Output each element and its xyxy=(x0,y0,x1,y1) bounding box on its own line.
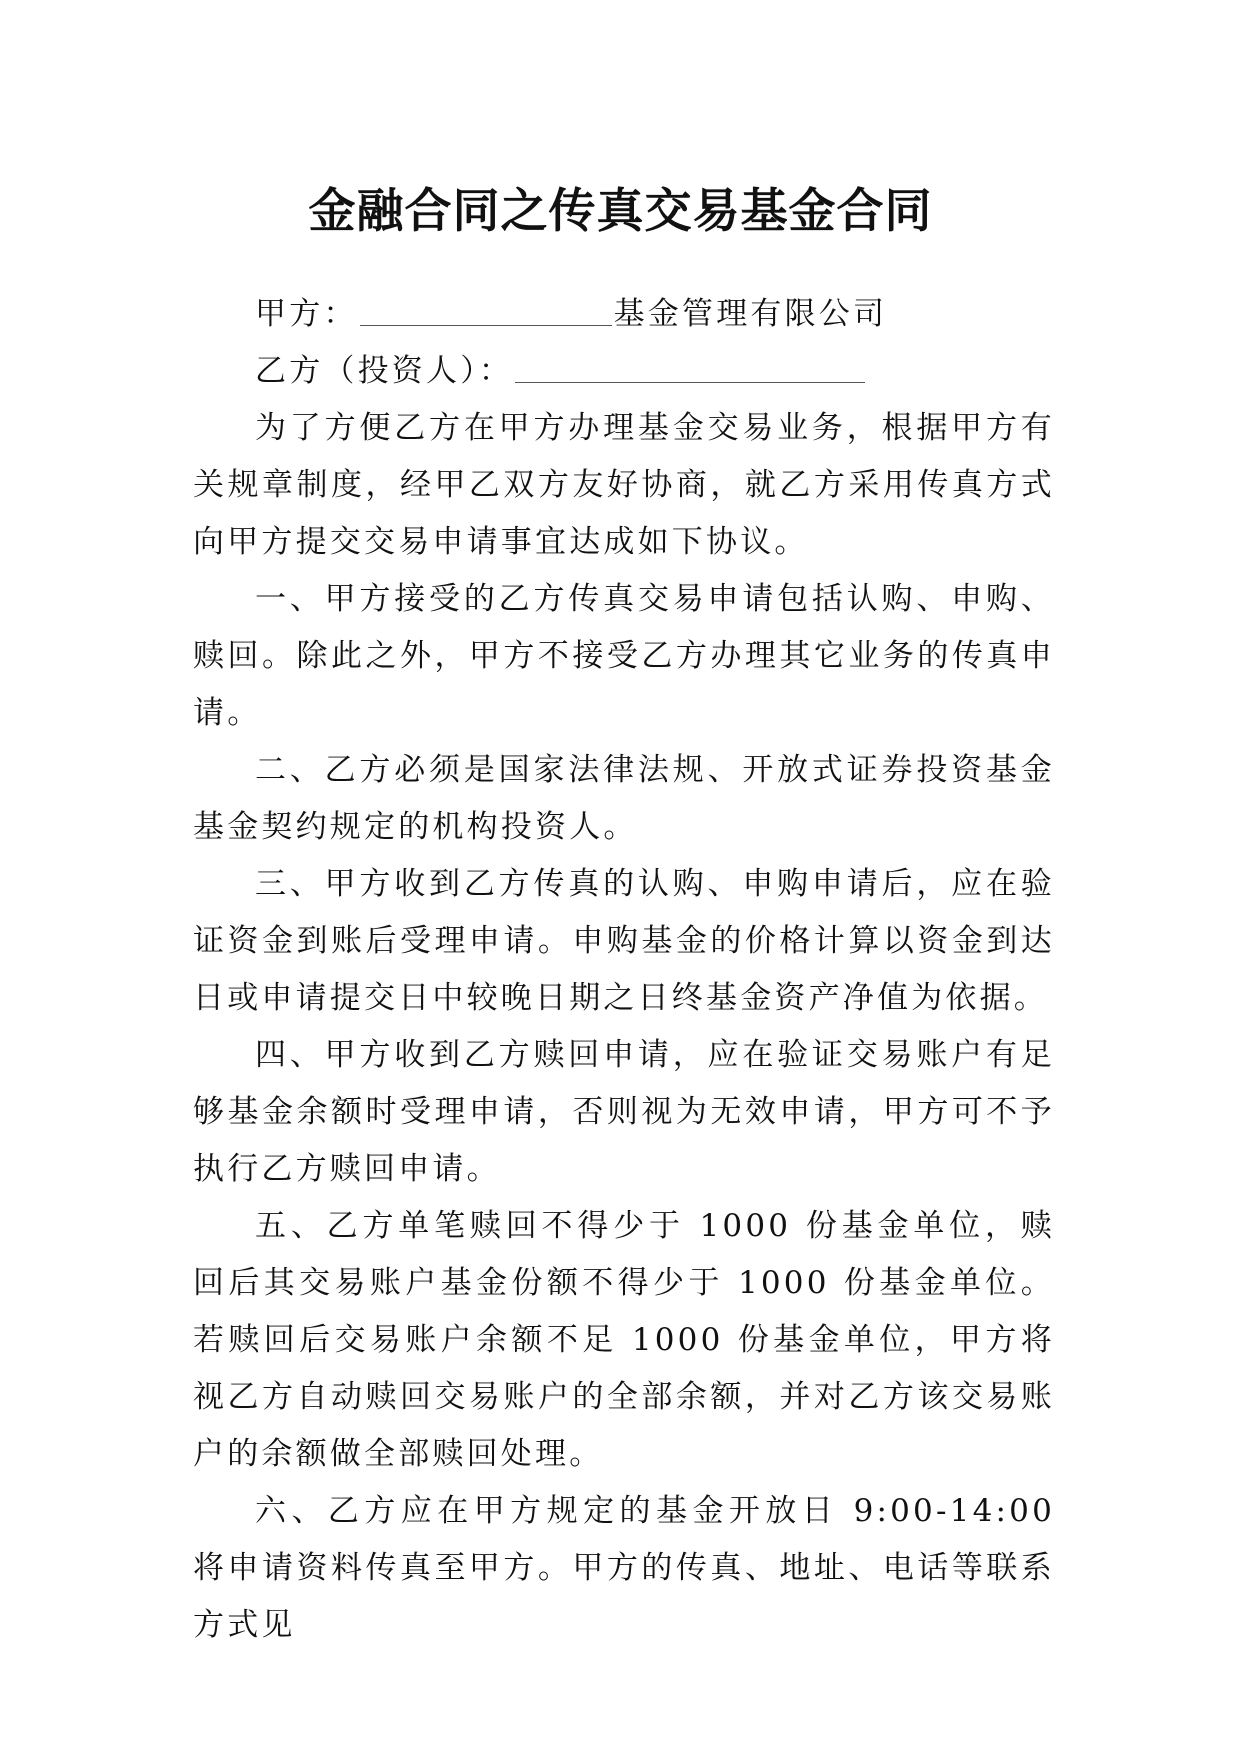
paragraph-clause-4: 四、甲方收到乙方赎回申请，应在验证交易账户有足够基金余额时受理申请，否则视为无效申请，甲方可不予执行乙方赎回申请。 xyxy=(193,1037,1055,1187)
document-body xyxy=(193,286,1055,1654)
party-a-suffix: 基金管理有限公司 xyxy=(613,296,888,332)
paragraph-clause-6: 六、乙方应在甲方规定的基金开放日 9:00-14:00 将申请资料传真至甲方。甲方的传真、地址、电话等联系方式见 xyxy=(193,1493,1055,1643)
party-a-label: 甲方： xyxy=(255,296,358,332)
party-a-blank xyxy=(360,295,612,326)
party-a-line xyxy=(193,286,1055,343)
party-b-label: 乙方（投资人）： xyxy=(255,353,514,389)
paragraph-clause-5: 五、乙方单笔赎回不得少于 1000 份基金单位，赎回后其交易账户基金份额不得少于 1000 份基金单位。若赎回后交易账户余额不足 1000 份基金单位，甲方将视乙方自动赎回交易账户的全部余额，并对乙方该交易账户的余额做全部赎回处理。 xyxy=(193,1208,1055,1472)
paragraph-clause-3: 三、甲方收到乙方传真的认购、申购申请后，应在验证资金到账后受理申请。申购基金的价格计算以资金到达日或申请提交日中较晚日期之日终基金资产净值为依据。 xyxy=(193,866,1055,1016)
paragraph-clause-2: 二、乙方必须是国家法律法规、开放式证券投资基金基金契约规定的机构投资人。 xyxy=(193,752,1055,845)
document-title: 金融合同之传真交易基金合同 xyxy=(308,184,933,240)
party-b-line xyxy=(193,343,1055,400)
paragraph-clause-1: 一、甲方接受的乙方传真交易申请包括认购、申购、赎回。除此之外，甲方不接受乙方办理其它业务的传真申请。 xyxy=(193,581,1055,731)
paragraph-intro: 为了方便乙方在甲方办理基金交易业务，根据甲方有关规章制度，经甲乙双方友好协商，就乙方采用传真方式向甲方提交交易申请事宜达成如下协议。 xyxy=(193,410,1055,560)
party-b-blank xyxy=(515,352,865,383)
